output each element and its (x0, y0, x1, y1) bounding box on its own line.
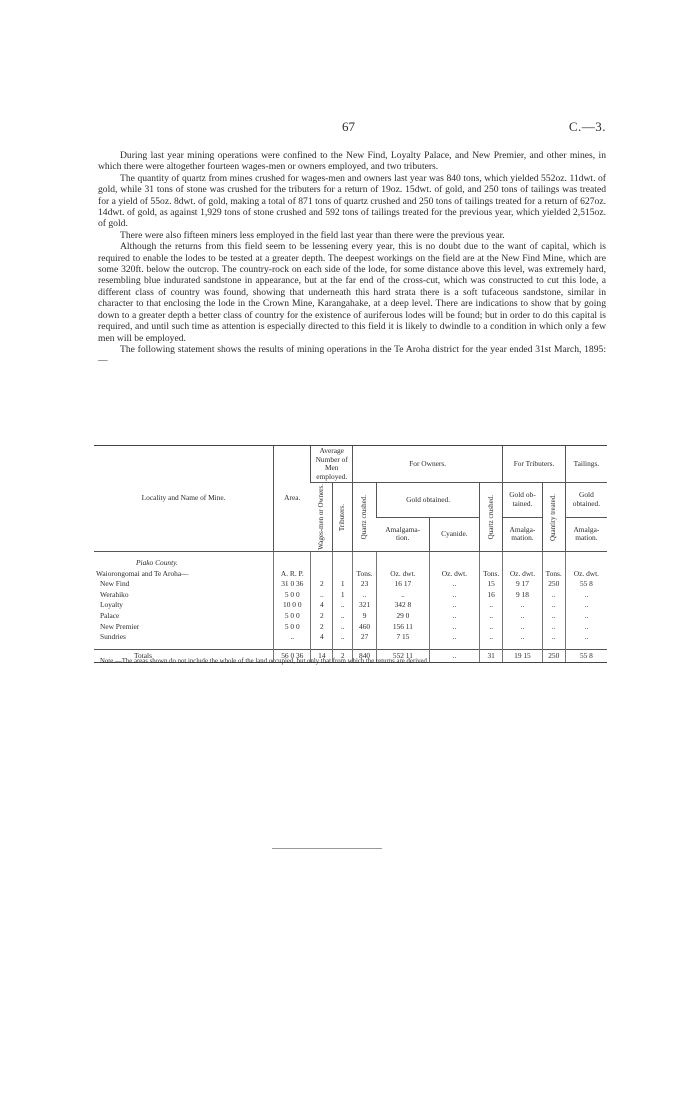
tailings-qty-cell: .. (542, 600, 565, 611)
trib-quartz-cell: 15 (480, 579, 503, 590)
tailings-gold-total: 55 8 (565, 649, 607, 663)
tributers-cell: 1 (333, 579, 353, 590)
tributers-cell: .. (333, 622, 353, 633)
trib-gold-cell: 9 18 (503, 590, 542, 601)
cyanide-cell: .. (429, 600, 479, 611)
unit-label: A. R. P. (274, 569, 311, 580)
cyanide-cell: .. (429, 579, 479, 590)
mine-name: Werahiko (100, 589, 129, 599)
county-label: Piako County. (136, 558, 178, 568)
mine-name: Palace (100, 611, 120, 621)
tailings-gold-cell: .. (565, 590, 607, 601)
amalgamation-cell: 342 8 (377, 600, 430, 611)
wages-cell: 2 (311, 611, 333, 622)
trib-gold-cell: .. (503, 600, 542, 611)
gold-obtained-header: Gold obtained. (377, 483, 480, 517)
trib-quartz-header: Quartz crushed. (486, 495, 495, 540)
body-text (98, 150, 606, 367)
tributers-cell: .. (333, 600, 353, 611)
wages-men-header: Wages-men or Owners. (317, 484, 326, 551)
unit-label: Oz. dwt. (503, 569, 542, 580)
trib-quartz-cell: .. (480, 622, 503, 633)
totals-label: Totals (94, 649, 274, 663)
table-note: Note.—The areas shown do not include the whole of the land occupied, but only that from which the returns are derived. (100, 658, 429, 665)
cyanide-cell: .. (429, 622, 479, 633)
table-row (94, 600, 607, 611)
unit-label: Oz. dwt. (565, 569, 607, 580)
amalgamation-cell: 156 11 (377, 622, 430, 633)
area-cell: 10 0 0 (274, 600, 311, 611)
tributers-header: Tributers. (338, 503, 347, 531)
mine-name: New Find (100, 579, 130, 589)
area-header: Area. (274, 446, 311, 552)
table-row (94, 579, 607, 590)
page-header (98, 119, 606, 135)
area-cell: .. (274, 632, 311, 643)
amalgamation-cell: .. (377, 590, 430, 601)
amalgamation-cell: 7 15 (377, 632, 430, 643)
tailings-gold-cell: .. (565, 632, 607, 643)
trib-quartz-cell: .. (480, 600, 503, 611)
area-cell: 5 0 0 (274, 622, 311, 633)
trib-gold-cell: 9 17 (503, 579, 542, 590)
district-label: Waiorongomai and Te Aroha— (96, 568, 189, 578)
tailings-qty-cell: .. (542, 622, 565, 633)
wages-cell: .. (311, 590, 333, 601)
cyanide-cell: .. (429, 590, 479, 601)
trib-quartz-cell: .. (480, 632, 503, 643)
wages-total: 14 (311, 649, 333, 663)
quartz-total: 840 (353, 649, 377, 663)
trib-amalg-header: Amalga-mation. (503, 517, 542, 551)
tail-amalg-header: Amalga-mation. (565, 517, 607, 551)
cyanide-total: .. (429, 649, 479, 663)
area-cell: 5 0 0 (274, 590, 311, 601)
tributers-cell: 1 (333, 590, 353, 601)
unit-label: Tons. (480, 569, 503, 580)
amalgamation-cell: 16 17 (377, 579, 430, 590)
trib-quartz-cell: 16 (480, 590, 503, 601)
mine-name: New Premier (100, 621, 140, 631)
amalgamation-total: 552 11 (377, 649, 430, 663)
tailings-qty-cell: .. (542, 632, 565, 643)
mining-returns-table (94, 445, 607, 663)
tailings-gold-cell: 55 8 (565, 579, 607, 590)
paragraph: There were also fifteen miners less employed in the field last year than there were the previous year. (120, 229, 505, 241)
quartz-cell: 23 (353, 579, 377, 590)
units-row (94, 569, 607, 580)
tailings-header: Tailings. (565, 446, 607, 483)
tributers-cell: .. (333, 611, 353, 622)
for-tributers-header: For Tributers. (503, 446, 566, 483)
area-total: 56 0 36 (274, 649, 311, 663)
locality-header: Locality and Name of Mine. (94, 446, 274, 552)
wages-cell: 4 (311, 600, 333, 611)
cyanide-header: Cyanide. (429, 517, 479, 551)
unit-label: Tons. (542, 569, 565, 580)
area-cell: 5 0 0 (274, 611, 311, 622)
unit-label: Oz. dwt. (377, 569, 430, 580)
table-row (94, 611, 607, 622)
avg-men-header: Average Number of Men employed. (311, 446, 353, 483)
mine-name: Sundries (100, 632, 126, 642)
area-cell: 31 0 36 (274, 579, 311, 590)
quartz-cell: 9 (353, 611, 377, 622)
unit-label: Oz. dwt. (429, 569, 479, 580)
quartz-crushed-header: Quartz crushed. (360, 495, 369, 540)
wages-cell: 4 (311, 632, 333, 643)
tailings-qty-cell: .. (542, 611, 565, 622)
county-row (94, 558, 607, 569)
trib-gold-cell: .. (503, 622, 542, 633)
tributers-cell: .. (333, 632, 353, 643)
trib-gold-header: Gold ob-tained. (503, 483, 542, 517)
tailings-qty-cell: .. (542, 590, 565, 601)
mine-name: Loyalty (100, 600, 123, 610)
trib-gold-cell: .. (503, 611, 542, 622)
table-row (94, 632, 607, 643)
paragraph: The quantity of quartz from mines crushed for wages-men and owners last year was 840 tons, which yielded 552oz. 11dwt. of gold, while 31 tons of stone was crushed for the tributers for a return of 19oz. 15dwt. of gold, and 250 tons of tailings was treated for a yield of 55oz. 8dwt. of gold, making a total of 871 tons of quartz crushed and 250 tons of tailings treated for a return of 627oz. 14dwt. of gold, as against 1,929 tons of stone crushed and 592 tons of tailings treated for the previous year, which yielded 2,515oz. of gold. (98, 172, 606, 230)
tributers-total: 2 (333, 649, 353, 663)
paragraph: The following statement shows the results of mining operations in the Te Aroha district for the year ended 31st March, 1895:— (98, 343, 606, 367)
trib-gold-cell: .. (503, 632, 542, 643)
tail-gold-header: Gold obtained. (565, 483, 607, 517)
cyanide-cell: .. (429, 632, 479, 643)
trib-quartz-total: 31 (480, 649, 503, 663)
wages-cell: 2 (311, 579, 333, 590)
trib-gold-total: 19 15 (503, 649, 542, 663)
tailings-qty-cell: 250 (542, 579, 565, 590)
wages-cell: 2 (311, 622, 333, 633)
quartz-cell: .. (353, 590, 377, 601)
qty-treated-header: Quantity treated. (549, 493, 558, 541)
quartz-cell: 27 (353, 632, 377, 643)
amalgamation-header: Amalgama-tion. (377, 517, 430, 551)
quartz-cell: 460 (353, 622, 377, 633)
paragraph: Although the returns from this field seem to be lessening every year, this is no doubt due to the want of capital, which is required to enable the lodes to be tested at a greater depth. The deepest workings on the field are at the New Find Mine, which are some 320ft. below the outcrop. The country-rock on each side of the lode, for some distance above this level, was extremely hard, resembling blue indurated sandstone in appearance, but at the far end of the cross-cut, which was constructed to cut this lode, a different class of country was found, showing that underneath this hard strata there is a soft tufaceous sandstone, similar in character to that enclosing the lode in the Crown Mine, Karangahake, at a deep level. There are indications to show that by going down to a greater depth a better class of country for the existence of auriferous lodes will be found; but in order to do this capital is required, and until such time as attention is especially directed to this field it is likely to dwindle to a condition in which only a few men will be employed. (98, 241, 606, 344)
tailings-gold-cell: .. (565, 611, 607, 622)
page-number: 67 (342, 119, 355, 134)
table-row (94, 590, 607, 601)
table-row (94, 622, 607, 633)
document-code: C.—3. (568, 119, 606, 134)
tailings-gold-cell: .. (565, 600, 607, 611)
paragraph: During last year mining operations were confined to the New Find, Loyalty Palace, and New Premier, and other mines, in which there were altogether fourteen wages-men or owners employed, and two tributers. (98, 150, 606, 173)
divider (272, 848, 382, 849)
cyanide-cell: .. (429, 611, 479, 622)
tailings-gold-cell: .. (565, 622, 607, 633)
trib-quartz-cell: .. (480, 611, 503, 622)
for-owners-header: For Owners. (353, 446, 503, 483)
unit-label: Tons. (353, 569, 377, 580)
amalgamation-cell: 29 0 (377, 611, 430, 622)
quartz-cell: 321 (353, 600, 377, 611)
tailings-qty-total: 250 (542, 649, 565, 663)
